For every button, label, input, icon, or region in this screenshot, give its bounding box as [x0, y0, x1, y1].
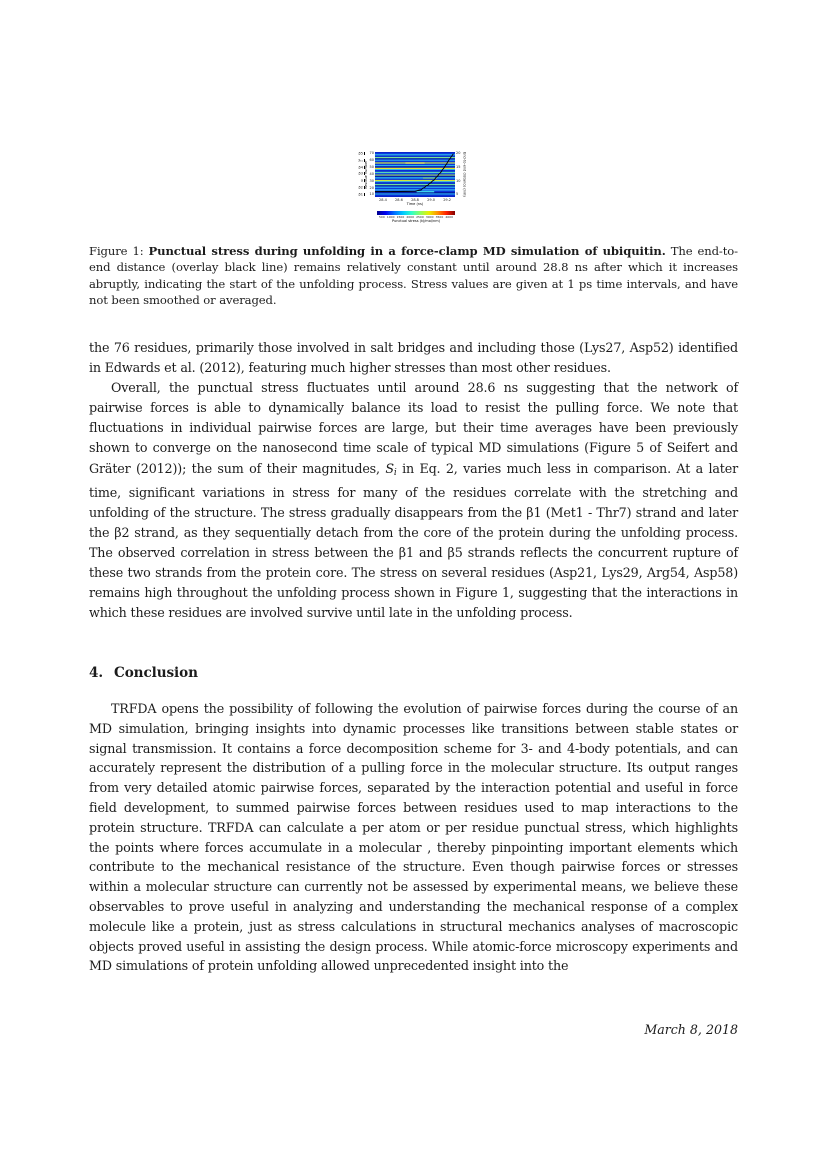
colorbar-tick: 4000	[445, 215, 453, 219]
math-variable: S	[385, 460, 394, 476]
paragraph-conclusion: TRFDA opens the possibility of following the evolution of pairwise forces during the course of an MD simulation, bringing insights into dynamic processes like transitions between stable states or signal transmission. It contains a force decomposition scheme for 3- and 4-body potentials, and can accurately represent the distribution of a pulling force in the molecular structure. Its output ranges from very detailed atomic pairwise forces, separated by the interaction potential and useful in force field development, to summed pairwise forces between residues used to map interactions to the protein structure. TRFDA can calculate a per atom or per residue punctual stress, which highlights the points where forces accumulate in a molecular , thereby pinpointing important elements which contribute to the mechanical resistance of the structure. Even though pairwise forces or stresses within a molecular structure can currently not be assessed by experimental means, we believe these observables to prove useful in analyzing and understanding the mechanical response of a complex molecule like a protein, just as stress calculations in structural mechanics analyses of macroscopic objects proved useful in assisting the design process. While atomic-force microscopy experiments and MD simulations of protein unfolding allowed unprecedented insight into the	[89, 701, 738, 974]
ss-label: β1	[358, 192, 363, 197]
y-tick: 40	[369, 171, 374, 176]
ss-label: β2	[358, 185, 363, 190]
section-heading	[89, 665, 738, 681]
ss-label: β4	[358, 165, 363, 170]
y-tick: 50	[369, 164, 374, 169]
x-tick: 29.2	[443, 197, 451, 202]
figure-1	[356, 147, 468, 229]
y-tick: 30	[369, 178, 374, 183]
figure-caption	[89, 243, 738, 309]
colorbar-tick: 500	[379, 215, 385, 219]
colorbar-tick: 3000	[425, 215, 434, 219]
y-tick: 70	[369, 151, 374, 155]
ss-label: α	[360, 178, 363, 183]
x-tick: 29.0	[427, 197, 435, 202]
body-text	[89, 338, 738, 623]
y-axis-label: Residue number	[364, 160, 368, 189]
y-axis-ticks	[369, 152, 374, 197]
footer-date: March 8, 2018	[644, 1022, 738, 1037]
ss-label: β3	[358, 171, 363, 176]
y-tick: 10	[369, 192, 374, 197]
x-tick: 28.8	[411, 197, 419, 202]
y-tick: 60	[369, 157, 374, 162]
x-tick: 28.6	[395, 197, 403, 202]
right-tick: 15	[456, 164, 461, 169]
paragraph-overall-before: Overall, the punctual stress fluctuates until around 28.6 ns suggesting that the network of pairwise forces is able to dynamically balance its load to resist the pulling force. We note that fluctuations in individual pairwise forces are large, but their time averages have been previously shown to converge on the nanosecond time scale of typical MD simulations (Figure 5 of Seifert and Gräter (2012)); the sum of their magnitudes,	[89, 380, 738, 476]
section-number: 4.	[89, 665, 103, 681]
section-title: Conclusion	[114, 665, 198, 681]
caption-prefix: Figure 1:	[89, 244, 149, 258]
right-tick: 10	[456, 178, 461, 183]
caption-bold-title: Punctual stress during unfolding in a force-clamp MD simulation of ubiquitin.	[148, 244, 666, 258]
paragraph-overall-after: in Eq. 2, varies much less in comparison. At a later time, significant variations in stress for many of the residues correlate with the stretching and unfolding of the structure. The stress gradually disappears from the β1 (Met1 - Thr7) strand and later the β2 strand, as they sequentially detach from the core of the protein during the unfolding process. The observed correlation in stress between the β1 and β5 strands reflects the concurrent rupture of these two strands from the protein core. The stress on several residues (Asp21, Lys29, Arg54, Asp58) remains high throughout the unfolding process shown in Figure 1, suggesting that the interactions in which these residues are involved survive until late in the unfolding process.	[89, 460, 738, 621]
right-axis-ticks	[456, 152, 460, 197]
colorbar-tick: 1000	[386, 215, 395, 219]
x-tick: 28.4	[379, 197, 387, 202]
math-subscript: i	[393, 467, 397, 478]
y-tick: 20	[369, 185, 374, 190]
colorbar-tick: 2500	[416, 215, 424, 219]
paragraph-continuation: the 76 residues, primarily those involved in salt bridges and including those (Lys27, Asp52) identified in Edwards et al. (2012), featuring much higher stresses than most other residues.	[89, 340, 738, 376]
conclusion-text	[89, 699, 738, 976]
colorbar-label: Punctual stress (kJ/mol/nm)	[391, 219, 440, 223]
paragraph-overall	[89, 378, 738, 623]
ss-label: β5	[358, 151, 363, 156]
caption-rest: The end-to-end distance (overlay black line) remains relatively constant until around 28.8 ns after which it increases abruptly, indicating the start of the unfolding process. Stress values are given at 1 ps time intervals, and have not been smoothed or averaged.	[89, 244, 738, 308]
right-tick: 20	[456, 151, 461, 155]
colorbar-tick: 3500	[435, 215, 444, 219]
x-axis-label: Time (ns)	[406, 202, 424, 206]
colorbar-tick: 1500	[396, 215, 405, 219]
heatmap-svg	[375, 152, 455, 197]
ss-label: 3₁₀	[357, 158, 363, 163]
heatmap-plot	[375, 152, 455, 197]
right-tick: 5	[456, 192, 459, 197]
colorbar-tick: 2000	[406, 215, 414, 219]
right-axis-label: End-to-end distance (nm)	[462, 152, 467, 197]
